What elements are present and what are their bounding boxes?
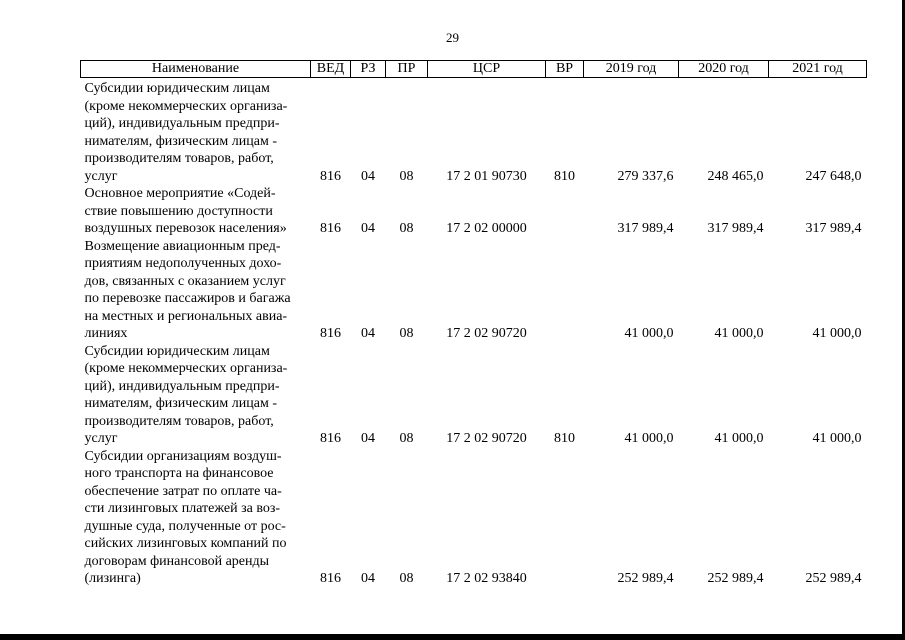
row-ved: 816: [320, 168, 341, 184]
table-row: [81, 185, 867, 238]
row-ved: 816: [320, 221, 341, 236]
table-row: [81, 343, 867, 448]
row-name: Субсидии юридическим лицам (кроме некоммерческих организа- ций), индивидуальным предпри- нимателям, физическим лицам - производителям товаров, работ, услуг: [84, 343, 288, 446]
row-ved: 816: [320, 571, 341, 586]
row-vr: 810: [554, 168, 575, 184]
row-2020: 41 000,0: [714, 326, 764, 341]
row-2021: 41 000,0: [812, 326, 862, 341]
row-csr: 17 2 02 93840: [446, 571, 527, 586]
row-name-cell: [81, 78, 311, 186]
row-2021: 252 989,4: [805, 571, 862, 586]
header-csr: ЦСР: [428, 61, 546, 78]
row-pr: 08: [399, 571, 414, 586]
header-rz: РЗ: [351, 61, 386, 78]
row-2019: 317 989,4: [617, 221, 674, 236]
header-2021: 2021 год: [769, 61, 867, 78]
table-row: [81, 448, 867, 588]
row-pr: 08: [399, 326, 414, 341]
row-name-cell: [81, 185, 311, 238]
row-pr: 08: [399, 221, 414, 236]
row-vr: [546, 238, 584, 343]
row-csr: 17 2 02 00000: [446, 221, 527, 236]
row-name: Основное мероприятие «Содей- ствие повышению доступности воздушных перевозок населения»: [84, 186, 287, 236]
row-rz: 04: [361, 221, 375, 236]
row-rz: 04: [361, 326, 375, 341]
header-name: Наименование: [81, 61, 311, 78]
header-pr: ПР: [386, 61, 428, 78]
row-name-cell: [81, 343, 311, 448]
row-rz: 04: [361, 571, 375, 586]
budget-table: [80, 60, 867, 588]
page-number: 29: [446, 30, 459, 45]
row-vr: [546, 185, 584, 238]
row-rz: 04: [361, 168, 375, 184]
row-name-cell: [81, 238, 311, 343]
row-vr: 810: [554, 431, 575, 446]
row-2021: 41 000,0: [812, 431, 862, 446]
row-2020: 252 989,4: [707, 571, 764, 586]
header-2020: 2020 год: [679, 61, 769, 78]
row-name: Возмещение авиационным пред- приятиям недополученных дохо- дов, связанных с оказанием услуг по перевозке пассажиров и багажа на местных и региональных авиа- линиях: [84, 238, 291, 341]
row-2020: 317 989,4: [707, 221, 764, 236]
row-2021: 317 989,4: [805, 221, 862, 236]
row-2019: 279 337,6: [617, 168, 674, 184]
row-2020: 248 465,0: [707, 168, 764, 184]
row-2021: 247 648,0: [805, 168, 862, 184]
table-header-row: [81, 61, 867, 78]
row-pr: 08: [399, 168, 414, 184]
header-vr: ВР: [546, 61, 584, 78]
row-name: Субсидии юридическим лицам (кроме некоммерческих организа- ций), индивидуальным предпри- нимателям, физическим лицам - производителям товаров, работ, услуг: [84, 81, 288, 184]
table-row: [81, 78, 867, 186]
row-vr: [546, 448, 584, 588]
row-csr: 17 2 01 90730: [446, 168, 527, 184]
row-csr: 17 2 02 90720: [446, 431, 527, 446]
row-name-cell: [81, 448, 311, 588]
row-rz: 04: [361, 431, 375, 446]
row-name: Субсидии организациям воздуш- ного транспорта на финансовое обеспечение затрат по оплате ча- сти лизинговых платежей за воз- душные суда, полученные от рос- сийских лизинговых компаний по договорам финансовой аренды (лизинга): [84, 448, 287, 586]
header-2019: 2019 год: [584, 61, 679, 78]
row-2019: 252 989,4: [617, 571, 674, 586]
scan-border-bottom: [0, 634, 905, 640]
row-csr: 17 2 02 90720: [446, 326, 527, 341]
row-2020: 41 000,0: [714, 431, 764, 446]
row-2019: 41 000,0: [624, 326, 674, 341]
row-pr: 08: [399, 431, 414, 446]
row-ved: 816: [320, 326, 341, 341]
table-row: [81, 238, 867, 343]
row-2019: 41 000,0: [624, 431, 674, 446]
header-ved: ВЕД: [311, 61, 351, 78]
row-ved: 816: [320, 431, 341, 446]
